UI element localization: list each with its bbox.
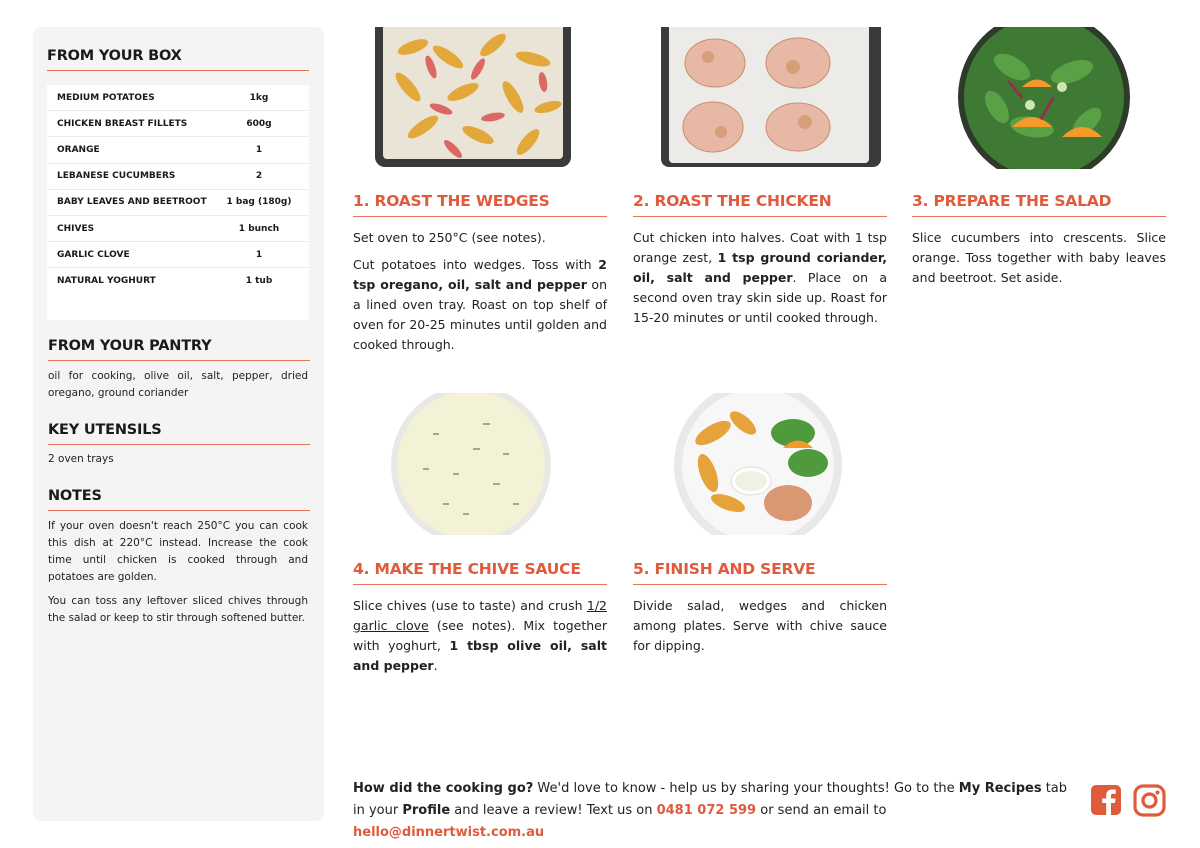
ingredients-sidebar <box>33 27 324 821</box>
facebook-icon[interactable] <box>1090 784 1124 818</box>
pantry-text: oil for cooking, olive oil, salt, pepper, dried oregano, ground coriander <box>48 370 308 399</box>
step-4-body <box>353 596 607 683</box>
ingredients-table <box>47 85 309 320</box>
utensils-text: 2 oven trays <box>48 453 114 465</box>
step-2-body <box>633 228 887 335</box>
my-recipes-label: My Recipes <box>958 781 1042 796</box>
ingredient-name: MEDIUM POTATOES <box>57 92 155 103</box>
ingredient-qty: 1 <box>255 249 263 260</box>
feedback-footer: How did the cooking go? We'd love to know - help us by sharing your thoughts! Go to the My Recipes tab in your Profile and leave a review! Text us on 0481 072 599 or send an email to hello@dinnertwist.com.au <box>353 781 1068 840</box>
table-row <box>47 216 309 242</box>
step-4-title: 4. MAKE THE CHIVE SAUCE <box>353 560 607 585</box>
step-3-paragraph-1: Slice cucumbers into crescents. Slice orange. Toss together with baby leaves and beetroot. Set aside. <box>912 230 1166 285</box>
notes-paragraph-2: You can toss any leftover sliced chives through the salad or keep to stir through softened butter. <box>48 595 308 624</box>
ingredient-name: LEBANESE CUCUMBERS <box>57 171 176 182</box>
step-2-paragraph-1: Cut chicken into halves. Coat with 1 tsp orange zest, 1 tsp ground coriander, oil, salt and pepper. Place on a second oven tray skin side up. Roast for 15-20 minutes or until cooked through. <box>633 230 888 325</box>
table-row <box>47 242 309 268</box>
salad-photo <box>912 27 1166 169</box>
step-4-paragraph-1: Slice chives (use to taste) and crush 1/2 garlic clove (see notes). Mix together with yoghurt, 1 tbsp olive oil, salt and pepper. <box>353 598 608 673</box>
table-row <box>47 137 309 163</box>
ingredient-qty: 1 bunch <box>238 223 280 234</box>
table-row <box>47 111 309 137</box>
step-2-title: 2. ROAST THE CHICKEN <box>633 192 887 217</box>
step-3-title: 3. PREPARE THE SALAD <box>912 192 1166 217</box>
ingredient-qty: 1kg <box>249 92 269 103</box>
notes-heading: NOTES <box>48 488 310 511</box>
from-your-box-heading: FROM YOUR BOX <box>47 48 309 71</box>
step-1-body <box>353 228 607 362</box>
ingredient-name: CHICKEN BREAST FILLETS <box>57 118 188 129</box>
ingredient-name: NATURAL YOGHURT <box>57 276 156 287</box>
ingredient-qty: 600g <box>246 118 272 129</box>
step-5-paragraph-1: Divide salad, wedges and chicken among plates. Serve with chive sauce for dipping. <box>633 598 887 653</box>
chive-sauce-photo <box>353 393 607 535</box>
step-1-paragraph-2: Cut potatoes into wedges. Toss with 2 tsp oregano, oil, salt and pepper on a lined oven tray. Roast on top shelf of oven for 20-25 minutes until golden and cooked through. <box>353 257 607 352</box>
ingredient-qty: 1 tub <box>245 276 273 287</box>
table-row <box>47 164 309 190</box>
table-row <box>47 85 309 111</box>
ingredient-name: ORANGE <box>57 144 100 155</box>
step-3-body <box>912 228 1166 295</box>
chicken-photo <box>633 27 887 169</box>
step-1-paragraph-1: Set oven to 250°C (see notes). <box>353 230 546 245</box>
ingredient-name: BABY LEAVES AND BEETROOT <box>57 197 207 208</box>
wedges-photo <box>353 27 607 169</box>
ingredient-name: GARLIC CLOVE <box>57 249 130 260</box>
table-row <box>47 190 309 216</box>
instagram-icon[interactable] <box>1133 784 1167 818</box>
ingredient-qty: 1 bag (180g) <box>226 197 292 208</box>
ingredient-qty: 1 <box>255 144 263 155</box>
notes-paragraph-1: If your oven doesn't reach 250°C you can cook this dish at 220°C instead. Increase the cook time until chicken is cooked through and potatoes are golden. <box>48 520 308 583</box>
profile-label: Profile <box>402 803 451 818</box>
footer-question: How did the cooking go? <box>353 781 534 796</box>
phone-link[interactable]: 0481 072 599 <box>656 803 757 818</box>
table-row <box>47 268 309 294</box>
email-link[interactable]: hello@dinnertwist.com.au <box>353 825 545 840</box>
from-your-pantry-heading: FROM YOUR PANTRY <box>48 338 310 361</box>
key-utensils-heading: KEY UTENSILS <box>48 422 310 445</box>
finished-plate-photo <box>633 393 887 535</box>
ingredient-qty: 2 <box>255 171 263 182</box>
step-1-title: 1. ROAST THE WEDGES <box>353 192 607 217</box>
ingredient-name: CHIVES <box>57 223 95 234</box>
step-5-title: 5. FINISH AND SERVE <box>633 560 887 585</box>
step-5-body <box>633 596 887 663</box>
